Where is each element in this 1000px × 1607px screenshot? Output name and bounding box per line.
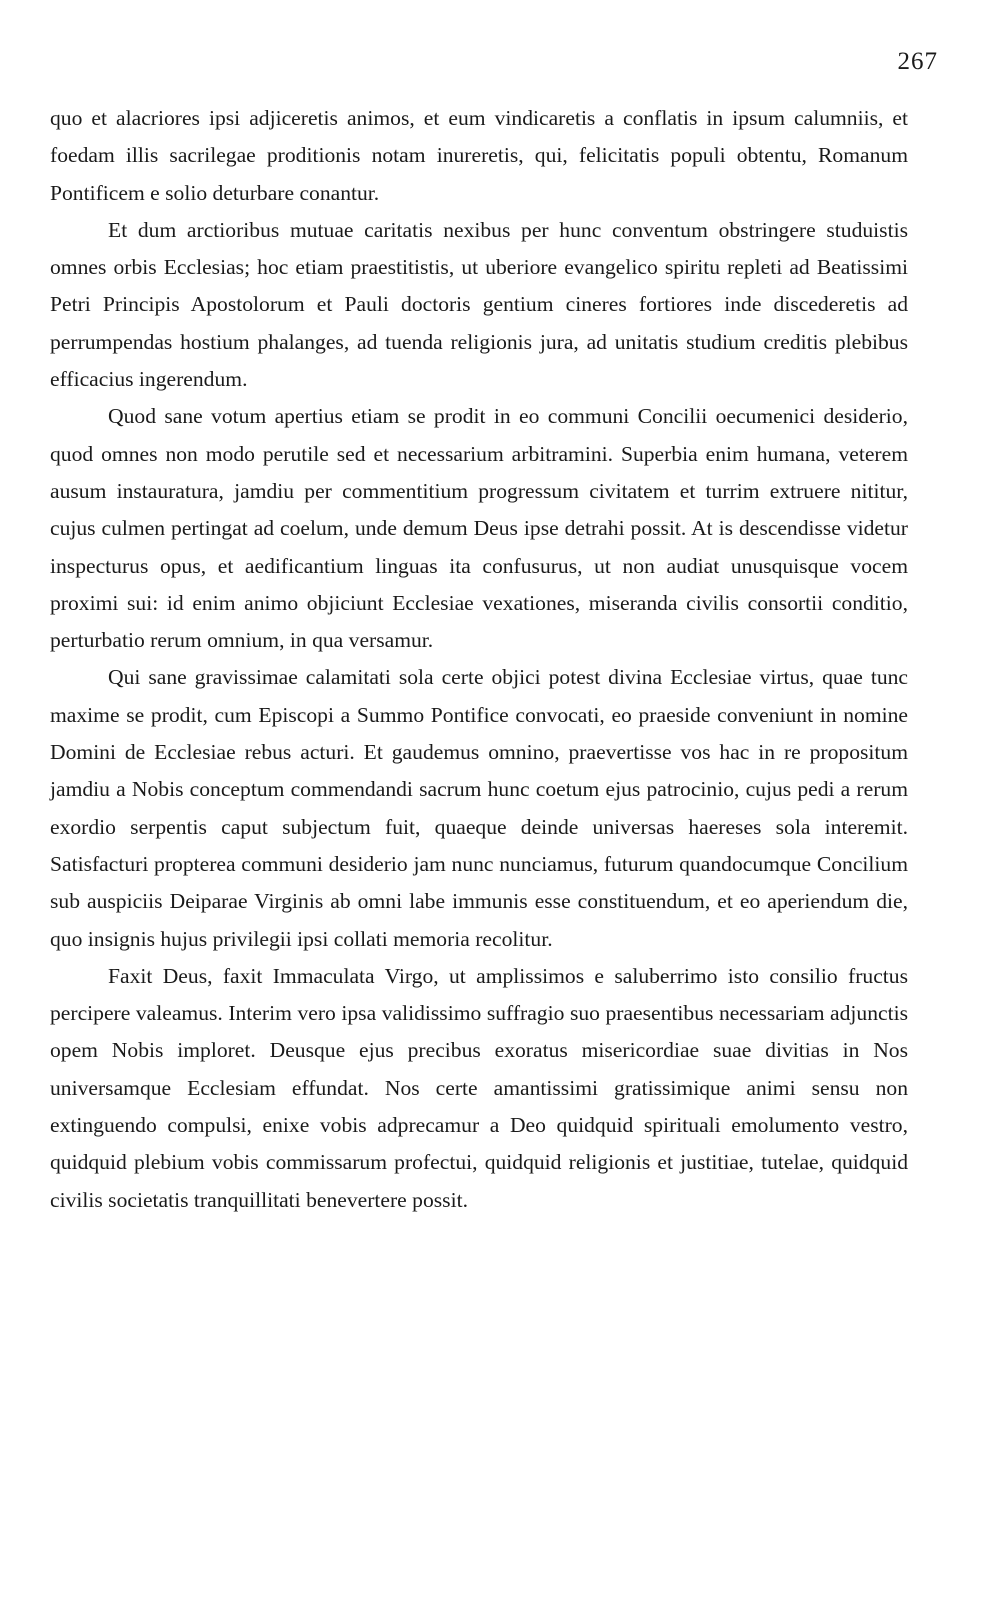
paragraph: Quod sane votum apertius etiam se prodit in eo communi Concilii oecumenici desiderio, quod omnes non modo perutile sed et necessarium arbitramini. Superbia enim humana, veterem ausum instauratura, jamdiu per commentitium progressum civitatem et turrim extruere nititur, cujus culmen pertingat ad coelum, unde demum Deus ipse detrahi possit. At is descendisse videtur inspecturus opus, et aedificantium linguas ita confusurus, ut non audiat unusquisque vocem proximi sui: id enim animo objiciunt Ecclesiae vexationes, miseranda civilis consortii conditio, perturbatio rerum omnium, in qua versamur. <box>50 404 908 653</box>
page-number: 267 <box>897 48 938 75</box>
paragraph: Qui sane gravissimae calamitati sola certe objici potest divina Ecclesiae virtus, quae tunc maxime se prodit, cum Episcopi a Summo Pontifice convocati, eo praeside conveniunt in nomine Domini de Ecclesiae rebus acturi. Et gaudemus omnino, praevertisse vos hac in re propositum jamdiu a Nobis conceptum commendandi sacrum hunc coetum ejus patrocinio, cujus pedi a rerum exordio serpentis caput subjectum fuit, quaeque deinde universas haereses sola interemit. Satisfacturi propterea communi desiderio jam nunc nunciamus, futurum quandocumque Concilium sub auspiciis Deiparae Virginis ab omni labe immunis esse constituendum, et eo aperiendum die, quo insignis hujus privilegii ipsi collati memoria recolitur. <box>50 665 908 951</box>
paragraph: quo et alacriores ipsi adjiceretis animos, et eum vindicaretis a conflatis in ipsum calumniis, et foedam illis sacrilegae proditionis notam inureretis, qui, felicitatis populi obtentu, Romanum Pontificem e solio deturbare conantur. <box>50 106 908 205</box>
paragraph: Et dum arctioribus mutuae caritatis nexibus per hunc conventum obstringere studuistis omnes orbis Ecclesias; hoc etiam praestitistis, ut uberiore evangelico spiritu repleti ad Beatissimi Petri Principis Apostolorum et Pauli doctoris gentium cineres fortiores inde discederetis ad perrumpendas hostium phalanges, ad tuenda religionis jura, ad unitatis studium creditis plebibus efficacius ingerendum. <box>50 217 908 392</box>
paragraph: Faxit Deus, faxit Immaculata Virgo, ut amplissimos e saluberrimo isto consilio fructus percipere valeamus. Interim vero ipsa validissimo suffragio suo praesentibus necessariam adjunctis opem Nobis imploret. Deusque ejus precibus exoratus misericordiae suae divitias in Nos universamque Ecclesiam effundat. Nos certe amantissimi gratissimique animi sensu non extinguendo compulsi, enixe vobis adprecamur a Deo quidquid spirituali emolumento vestro, quidquid plebium vobis commissarum profectui, quidquid religionis et justitiae, tutelae, quidquid civilis societatis tranquillitati benevertere possit. <box>50 963 908 1212</box>
body-text <box>50 100 908 1219</box>
